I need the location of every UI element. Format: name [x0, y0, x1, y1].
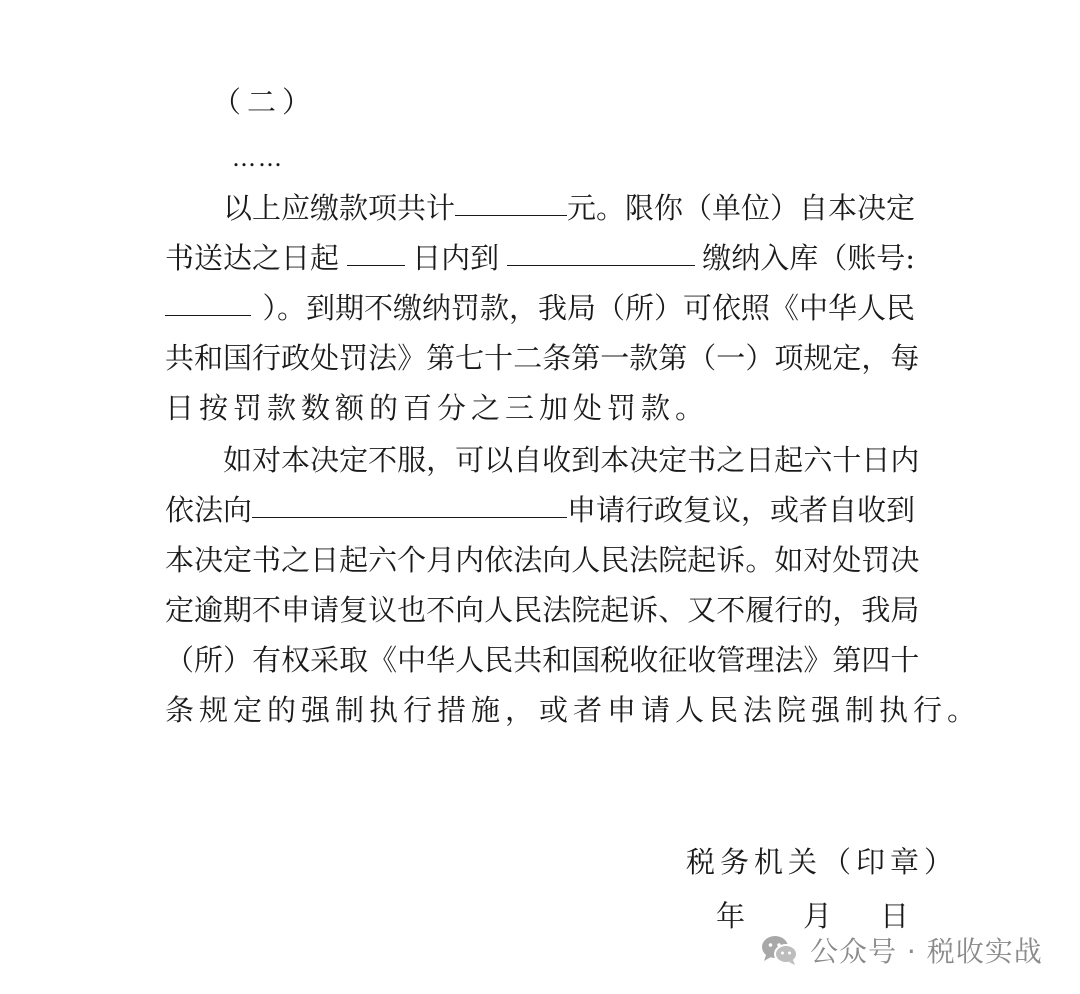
ellipsis: …… — [232, 144, 284, 172]
para2-line1: 如 对 本 决 定 不 服 ， 可 以 自 收 到 本 决 定 书 之 日 起 六 十 日 内 — [223, 443, 920, 477]
item-number: （二） — [212, 85, 318, 119]
month-label: 月 — [803, 899, 833, 933]
year-label: 年 — [716, 899, 746, 933]
para2-line4: 定 逾 期 不 申 请 复 议 也 不 向 人 民 法 院 起 诉 、 又 不 履 行 的 ， 我 局 — [165, 593, 920, 627]
watermark — [760, 928, 1043, 972]
para1-line2-text-b: 日内到 — [412, 241, 500, 275]
para1-line3 — [165, 288, 915, 328]
account-blank[interactable] — [165, 287, 251, 316]
para2-line6: 条规定的强制执行措施，或者申请人民法院强制执行。 — [165, 693, 982, 727]
para1-line2-text-a: 书送达之日起 — [165, 241, 340, 275]
para1-line4: 共 和 国 行 政 处 罚 法 》 第 七 十 二 条 第 一 款 第 （ 一 ） 项 规 定 ， 每 — [165, 341, 920, 375]
amount-blank[interactable] — [455, 187, 567, 216]
days-blank[interactable] — [347, 237, 405, 266]
para1-line3-text-b: ）。到期不缴纳罚款，我局（所）可依照《中华人民 — [262, 291, 915, 325]
para1-line5: 日按罚款数额的百分之三加处罚款。 — [165, 391, 710, 425]
para1-line1-text-b: 元。限你（单位）自本决定 — [566, 191, 915, 225]
para1-line2-text-c: 缴纳入库（账号: — [702, 241, 915, 275]
review-authority-blank[interactable] — [252, 489, 567, 518]
para2-line2-text-a: 依法向 — [165, 493, 253, 527]
tax-authority-seal-label: 税务机关（印章） — [686, 845, 959, 879]
para2-line2 — [165, 490, 915, 530]
watermark-text: 公众号 · 税收实战 — [810, 935, 1043, 968]
para2-line3: 本 决 定 书 之 日 起 六 个 月 内 依 法 向 人 民 法 院 起 诉 。 如 对 处 罚 决 — [165, 543, 920, 577]
para1-line1 — [223, 188, 915, 228]
para1-line2 — [165, 238, 915, 278]
para2-line5: （ 所 ） 有 权 采 取 《 中 华 人 民 共 和 国 税 收 征 收 管 理 法 》 第 四 十 — [165, 643, 920, 677]
para2-line2-text-b: 申请行政复议，或者自收到 — [566, 493, 915, 527]
para1-line1-text-a: 以上应缴款项共计 — [223, 191, 456, 225]
day-label: 日 — [880, 899, 910, 933]
bank-blank[interactable] — [507, 237, 695, 266]
wechat-icon — [760, 933, 800, 967]
